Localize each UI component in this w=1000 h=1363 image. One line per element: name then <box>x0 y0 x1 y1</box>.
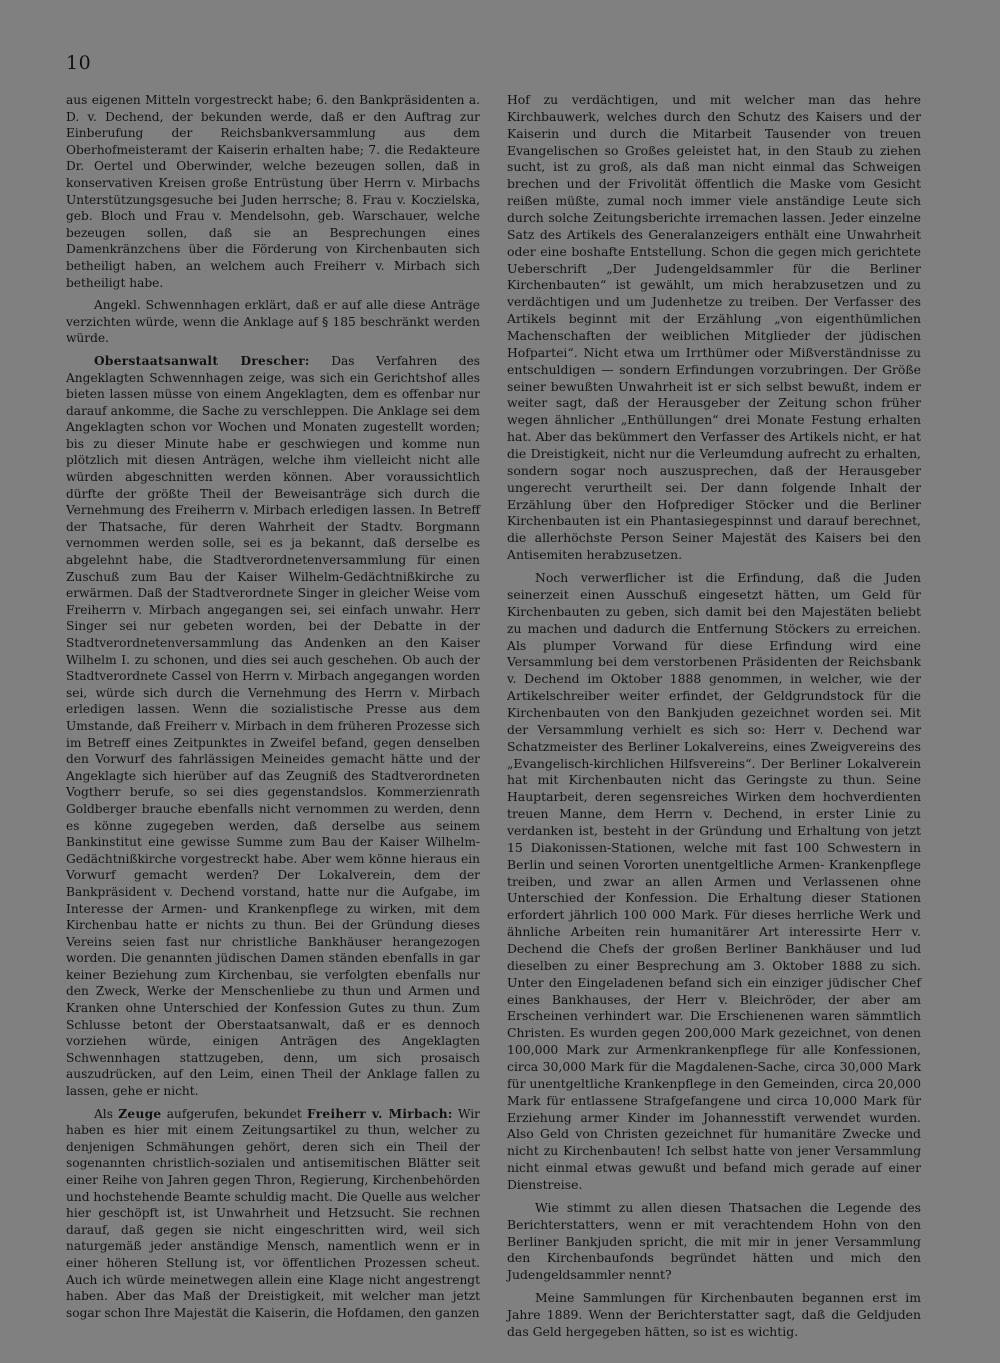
right-column <box>507 92 921 1347</box>
paragraph: Meine Sammlungen für Kirchenbauten begannen erst im Jahre 1889. Wenn der Berichterstatter sagt, daß die Geldjuden das Geld hergegeben hätten, so ist es wichtig. <box>507 1290 921 1339</box>
paragraph <box>66 353 480 1100</box>
left-column <box>66 92 480 1327</box>
paragraph: Hof zu verdächtigen, und mit welcher man das hehre Kirchbauwerk, welches durch den Schutz des Kaisers und der Kaiserin und durch die Mitarbeit Tausender von treuen Evangelischen so Großes geleistet hat, in den Staub zu ziehen sucht, ist zu groß, als daß man nicht einmal das Schweigen brechen und der Frivolität öffentlich die Maske vom Gesicht reißen müßte, zumal noch immer viele anständige Leute sich durch solche Zeitungsberichte irremachen lassen. Jeder einzelne Satz des Artikels des Generalanzeigers enthält eine Unwahrheit oder eine boshafte Entstellung. Schon die gegen mich gerichtete Ueberschrift „Der Judengeldsammler für die Berliner Kirchenbauten“ ist gewählt, um mich herabzusetzen und zu verdächtigen und um Judenhetze zu treiben. Der Verfasser des Artikels beginnt mit der Erzählung „von eigenthümlichen Machenschaften der weiblichen Mitglieder der jüdischen Hofpartei“. Nicht etwa um Irrthümer oder Mißverständnisse zu entschuldigen — sondern Erfindungen vorzubringen. Der Größe seiner bewußten Unwahrheit ist er sich selbst bewußt, indem er weiter sagt, daß der Herausgeber der Zeitung schon früher wegen ähnlicher „Enthüllungen“ drei Monate Festung erhalten hat. Aber das bekümmert den Verfasser des Artikels nicht, er hat die Dreistigkeit, nicht nur die Verleumdung aufrecht zu erhalten, sondern sogar noch auszusprechen, daß der Herausgeber ungerecht verurtheilt sei. Der dann folgende Inhalt der Erzählung über den Hofprediger Stöcker und die Berliner Kirchenbauten ist ein Phantasiegespinnst und darauf berechnet, die allerhöchste Person Seiner Majestät des Kaisers bei den Antisemiten herabzusetzen. <box>507 92 921 563</box>
paragraph: Wie stimmt zu allen diesen Thatsachen die Legende des Berichterstatters, wenn er mit verachtendem Hohn von den Berliner Bankjuden spricht, die mit mir in jener Versammlung den Kirchenbaufonds begründet hätten und mich den Judengeldsammler nennt? <box>507 1199 921 1283</box>
paragraph-text: Das Verfahren des Angeklagten Schwennhagen zeige, was sich ein Gerichtshof alles bieten lassen müsse von einem Angeklagten, dem es offenbar nur darauf ankomme, die Sache zu verschleppen. Die Anklage sei dem Angeklagten schon vor Wochen und Monaten zugestellt worden; bis zu dieser Minute habe er geschwiegen und komme nun plötzlich mit diesen Anträgen, welche ihm vielleicht nicht alle würden abgeschnitten werden können. Aber voraussichtlich dürfte der größte Theil der Beweisanträge sich durch die Vernehmung des Freiherrn v. Mirbach erledigen lassen. In Betreff der Thatsache, für deren Wahrheit der Stadtv. Borgmann vernommen werden solle, sei es ja bekannt, daß derselbe es abgelehnt habe, die Stadtverordnetenversammlung für einen Zuschuß zum Bau der Kaiser Wilhelm-Gedächtnißkirche zu erwärmen. Daß der Stadtverordnete Singer in gleicher Weise vom Freiherrn v. Mirbach angegangen sei, sei einfach unwahr. Herr Singer sei nur gebeten worden, bei der Debatte in der Stadtverordnetenversammlung das Andenken an den Kaiser Wilhelm I. zu schonen, und dies sei auch geschehen. Ob auch der Stadtverordnete Cassel von Herrn v. Mirbach angegangen worden sei, würde sich durch die Vernehmung des Herrn v. Mirbach erledigen lassen. Wenn die sozialistische Presse aus dem Umstande, daß Freiherr v. Mirbach in dem früheren Prozesse sich im Betreff eines Zeitpunktes in Zweifel befand, gegen denselben den Vorwurf des fahrlässigen Meineides gemacht hätte und der Angeklagte sich hierüber auf das Zeugniß des Stadtverordneten Vogtherr berufe, so sei dies gegenstandslos. Kommerzienrath Goldberger brauche ebenfalls nicht vernommen zu werden, denn es könne zugegeben werden, daß derselbe aus seinem Bankinstitut eine gewisse Summe zum Bau der Kaiser Wilhelm-Gedächtnißkirche vorgestreckt habe. Aber wem könne hieraus ein Vorwurf gemacht werden? Der Lokalverein, dem der Bankpräsident v. Dechend vorstand, hatte nur die Aufgabe, im Interesse der Armen- und Krankenpflege zu wirken, mit dem Kirchenbau hatte er nichts zu thun. Bei der Gründung dieses Vereins seien fast nur christliche Bankhäuser herangezogen worden. Die genannten jüdischen Damen ständen ebenfalls in gar keiner Beziehung zum Kirchenbau, sie verfolgten ebenfalls nur den Zweck, Werke der Menschenliebe zu thun und Armen und Kranken ohne Unterschied der Konfession Gutes zu thun. Zum Schlusse betont der Oberstaatsanwalt, daß er es dennoch vorziehen würde, einigen Anträgen des Angeklagten Schwennhagen stattzugeben, denn, um sich prosaisch auszudrücken, auf den Leim, einen Theil der Anklage fallen zu lassen, gehe er nicht. <box>66 353 480 1099</box>
speaker-name: Freiherr v. Mirbach: <box>306 1106 453 1121</box>
paragraph-text: Wir haben es hier mit einem Zeitungsartikel zu thun, welcher zu denjenigen Schmähungen gehört, deren sich ein Theil der sogenannten christlich-sozialen und antisemitischen Blätter seit einer Reihe von Jahren gegen Thron, Regierung, Kirchenbehörden und hochstehende Beamte schuldig macht. Die Quelle aus welcher hier geschöpft ist, ist Unwahrheit und Hetzsucht. Sie rechnen darauf, daß gegen sie nicht eingeschritten wird, weil sich naturgemäß jeder anständige Mensch, namentlich wenn er in einer höheren Stellung ist, vor öffentlichen Prozessen scheut. Auch ich würde meinetwegen allein eine Klage nicht angestrengt haben. Aber das Maß der Dreistigkeit, mit welcher man jetzt sogar schon Ihre Majestät die Kaiserin, die Hofdamen, den ganzen <box>66 1106 480 1320</box>
paragraph <box>66 1106 480 1322</box>
speaker-name: Oberstaatsanwalt Drescher: <box>94 353 310 368</box>
paragraph: Angekl. Schwennhagen erklärt, daß er auf alle diese Anträge verzichten würde, wenn die Anklage auf § 185 beschränkt werden würde. <box>66 298 480 346</box>
paragraph: aus eigenen Mitteln vorgestreckt habe; 6. den Bankpräsidenten a. D. v. Dechend, der bekunden werde, daß er den Auftrag zur Einberufung der Reichsbankversammlung aus dem Oberhofmeisteramt der Kaiserin erhalten habe; 7. die Redakteure Dr. Oertel und Oberwinder, welche bezeugen sollen, daß in konservativen Kreisen große Entrüstung über Herrn v. Mirbachs Unterstützungsgesuche bei Juden herrsche; 8. Frau v. Koczielska, geb. Bloch und Frau v. Mendelsohn, geb. Warschauer, welche bezeugen sollen, daß sie an Besprechungen eines Damenkränzchens über die Förderung von Kirchenbauten sich betheiligt haben, an welchem auch Freiherr v. Mirbach sich betheiligt habe. <box>66 93 480 290</box>
paragraph-text: aufgerufen, bekundet <box>161 1106 307 1121</box>
paragraph: Noch verwerflicher ist die Erfindung, daß die Juden seinerzeit einen Ausschuß eingesetzt hätten, um Geld für Kirchenbauten zu geben, sich damit bei den Majestäten beliebt zu machen und dadurch die Entfernung Stöckers zu erreichen. Als plumper Vorwand für diese Erfindung wird eine Versammlung bei dem verstorbenen Präsidenten der Reichsbank v. Dechend im Oktober 1888 genommen, in welcher, wie der Artikelschreiber weiter erfindet, der Geldgrundstock für die Kirchenbauten von den Bankjuden gezeichnet worden sei. Mit der Versammlung verhielt es sich so: Herr v. Dechend war Schatzmeister des Berliner Lokalvereins, eines Zweigvereins des „Evangelisch-kirchlichen Hilfsvereins“. Der Berliner Lokalverein hat mit Kirchenbauten nicht das Geringste zu thun. Seine Hauptarbeit, deren segensreiches Wirken dem hochverdienten treuen Manne, dem Herrn v. Dechend, in erster Linie zu verdanken ist, besteht in der Gründung und Erhaltung von jetzt 15 Diakonissen-Stationen, welche mit fast 100 Schwestern in Berlin und seinen Vororten unentgeltliche Armen- Krankenpflege treiben, und zwar an allen Armen und Verlassenen ohne Unterschied der Konfession. Die Erhaltung dieser Stationen erfordert jährlich 100 000 Mark. Für dieses herrliche Werk und ähnliche Arbeiten rein humanitärer Art interessirte Herr v. Dechend die Chefs der großen Berliner Bankhäuser und lud dieselben zu einer Besprechung am 3. Oktober 1888 zu sich. Unter den Eingeladenen befand sich ein einziger jüdischer Chef eines Bankhauses, der Herr v. Bleichröder, der aber am Erscheinen verhindert war. Die Erschienenen waren sämmtlich Christen. Es wurden gegen 200,000 Mark gezeichnet, von denen 100,000 Mark zur Armenkrankenpflege für alle Konfessionen, circa 30,000 Mark für die Magdalenen-Sache, circa 30,000 Mark für unentgeltliche Krankenpflege in den Gemeinden, circa 20,000 Mark für entlassene Strafgefangene und circa 10,000 Mark für Erziehung armer Kinder im Johannesstift verwendet wurden. Also Geld von Christen gezeichnet für humanitäre Zwecke und nicht zu Kirchenbauten! Ich selbst hatte von jener Versammlung nicht einmal etwas gewußt und befand mich gerade auf einer Dienstreise. <box>507 570 921 1192</box>
paragraph-text: Als <box>94 1106 119 1121</box>
page-number: 10 <box>66 52 92 74</box>
emphasis-text: Zeuge <box>118 1106 162 1121</box>
